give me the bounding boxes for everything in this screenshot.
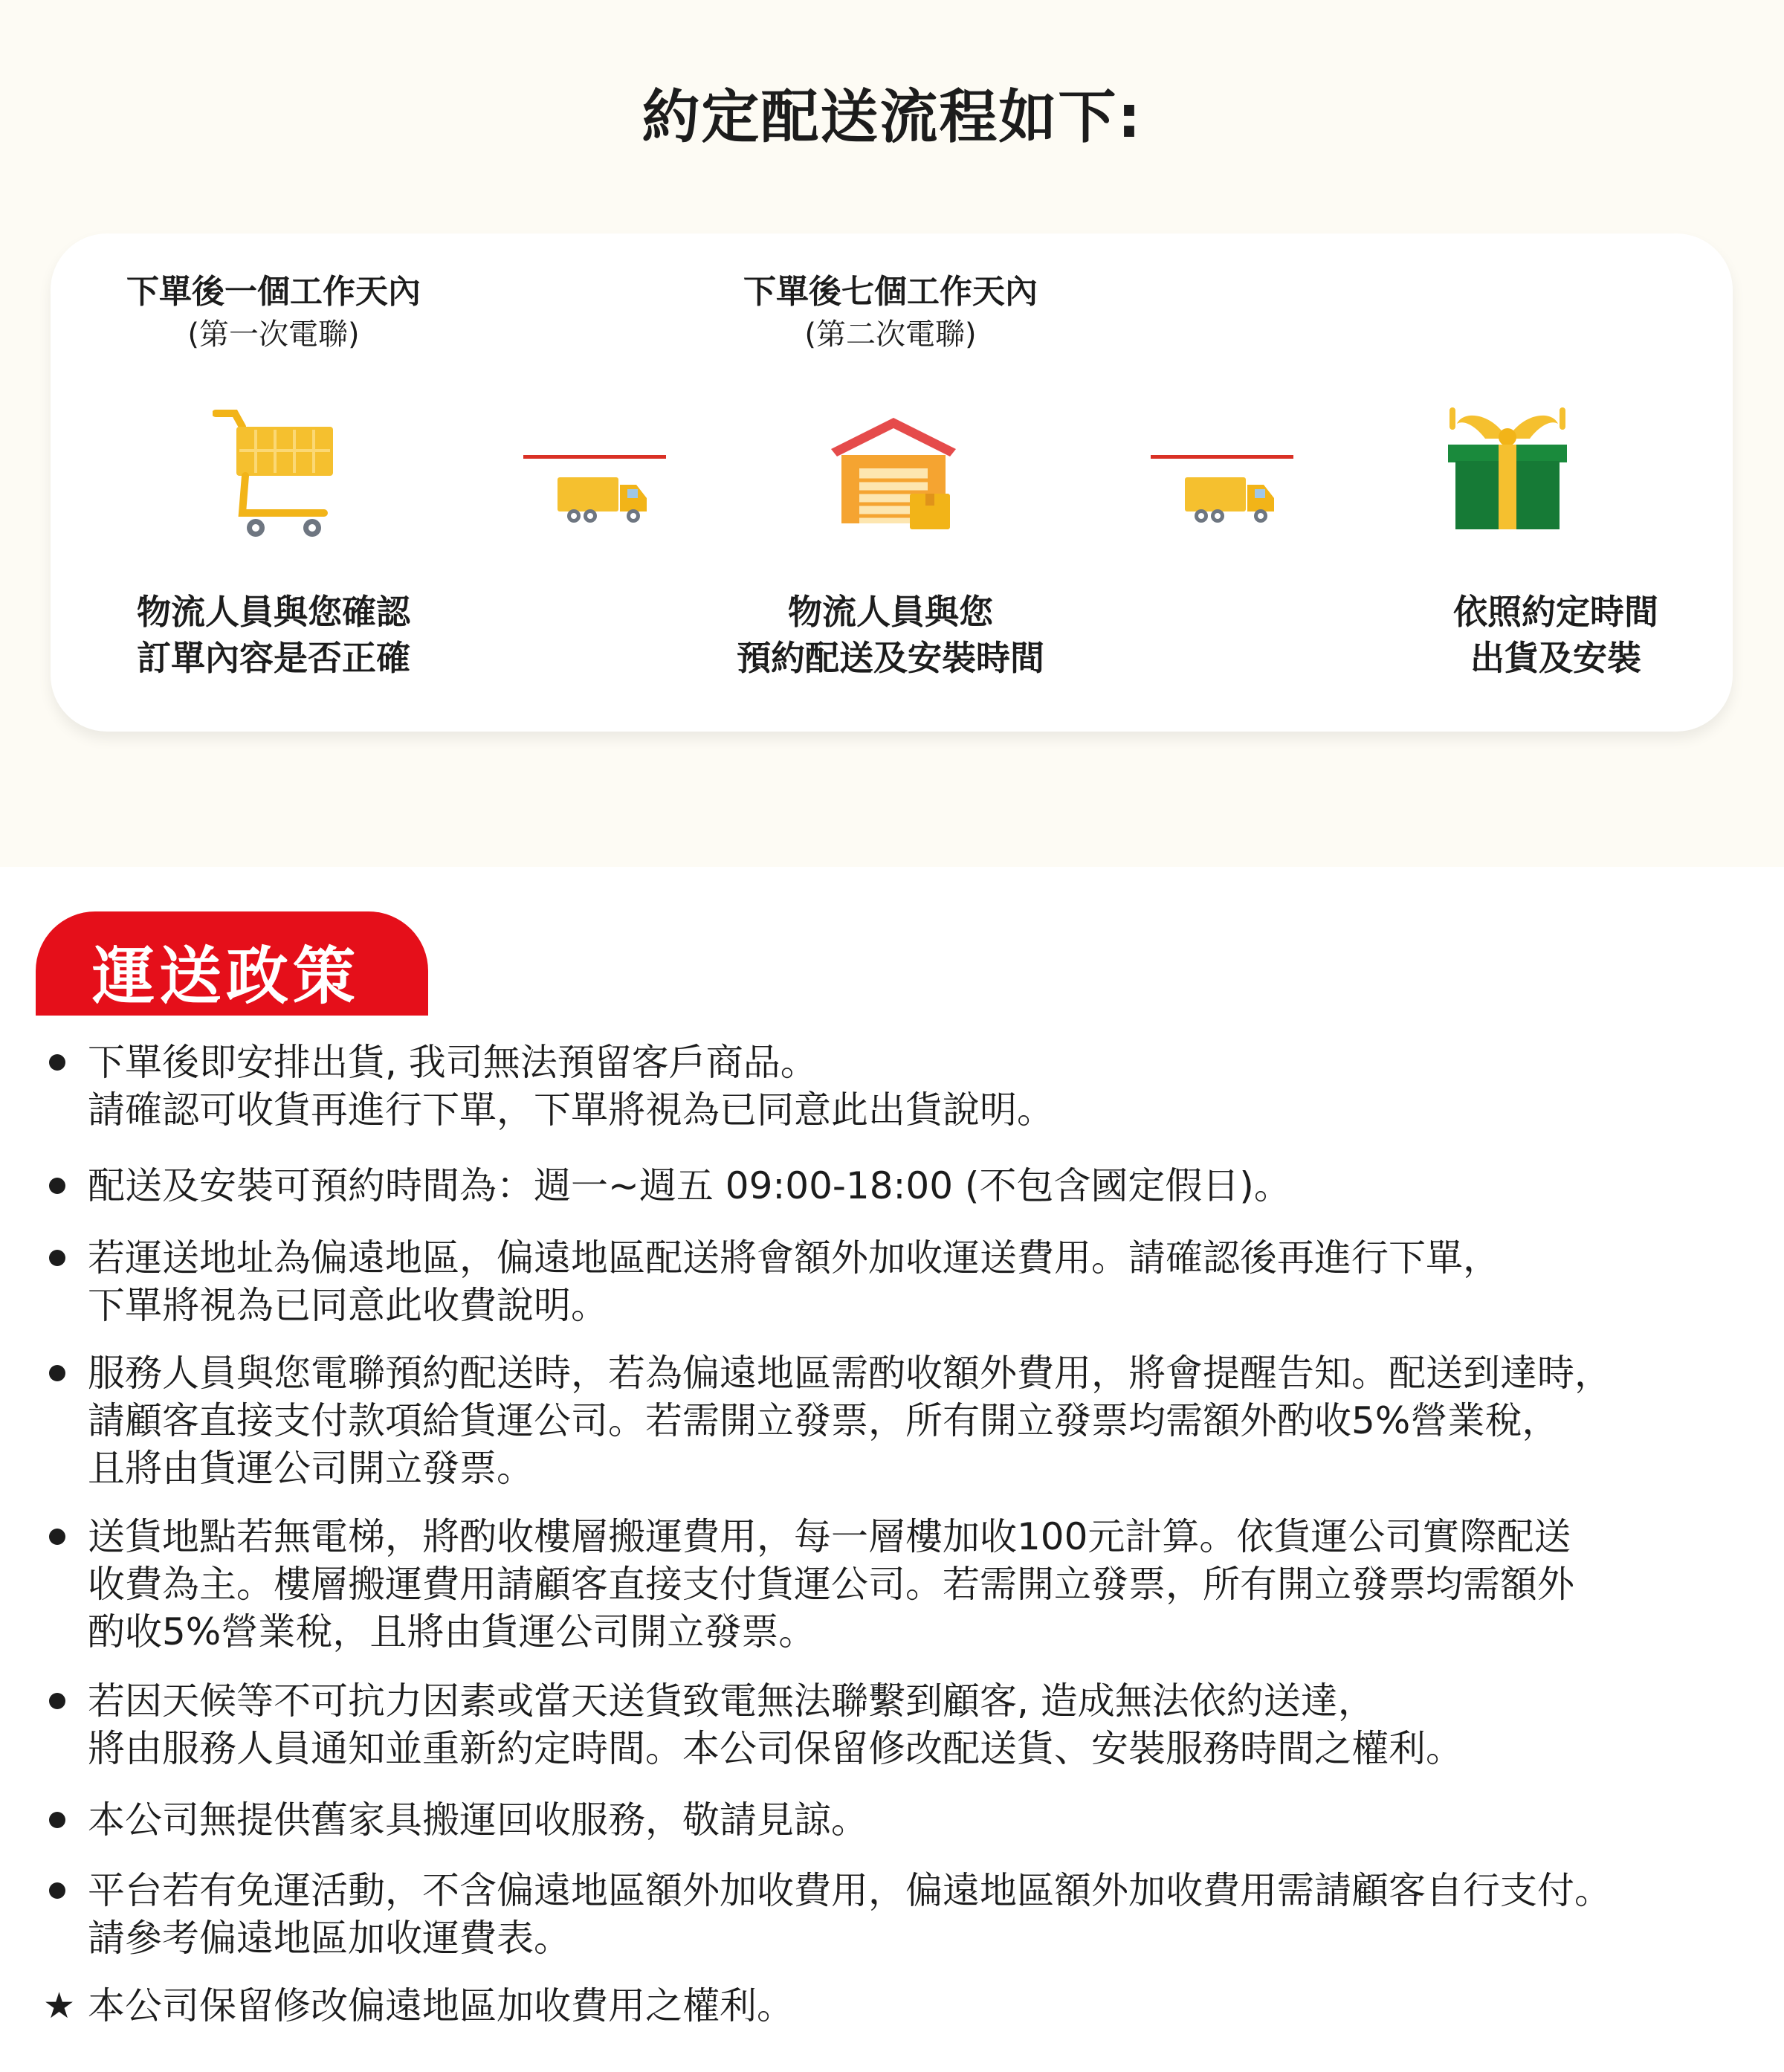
gift-box-icon — [1447, 407, 1568, 531]
policy-line: 送貨地點若無電梯，將酌收樓層搬運費用，每一層樓加收100元計算。依貨運公司實際配送 — [88, 1515, 1571, 1558]
step-desc-line: 依照約定時間 — [1453, 592, 1658, 632]
policy-line: 平台若有免運活動，不含偏遠地區額外加收費用，偏遠地區額外加收費用需請顧客自行支付。 — [88, 1869, 1612, 1912]
policy-line: 下單後即安排出貨, 我司無法預留客戶商品。 — [88, 1041, 818, 1084]
policy-item — [88, 1162, 1291, 1210]
policy-item — [88, 1039, 1054, 1134]
bullet-dot-icon — [49, 1882, 65, 1899]
bullet-dot-icon — [49, 1250, 65, 1266]
step-heading: 下單後一個工作天內 — [126, 273, 421, 311]
policy-item — [88, 1513, 1574, 1656]
step-3-description — [1333, 589, 1779, 681]
policy-line: 收費為主。樓層搬運費用請顧客直接支付貨運公司。若需開立發票，所有開立發票均需額外 — [88, 1563, 1574, 1606]
policy-item — [88, 1796, 868, 1844]
step-subheading: (第二次電聯) — [804, 317, 977, 352]
policy-item — [88, 1677, 1463, 1772]
step-desc-line: 物流人員與您確認 — [137, 592, 410, 632]
policy-line: 請參考偏遠地區加收運費表。 — [88, 1917, 571, 1960]
warehouse-icon — [828, 413, 959, 532]
bullet-dot-icon — [49, 1693, 65, 1709]
step-2-header — [668, 271, 1114, 355]
policy-line: 本公司無提供舊家具搬運回收服務，敬請見諒。 — [88, 1798, 868, 1842]
policy-line: 請顧客直接支付款項給貨運公司。若需開立發票，所有開立發票均需額外酌收5%營業稅， — [88, 1399, 1560, 1442]
bullet-dot-icon — [49, 1178, 65, 1194]
step-desc-line: 出貨及安裝 — [1470, 638, 1641, 678]
flow-section — [0, 0, 1784, 867]
delivery-truck-icon — [556, 474, 648, 525]
policy-tab — [36, 911, 428, 1016]
flow-card — [51, 233, 1733, 732]
step-desc-line: 預約配送及安裝時間 — [737, 638, 1044, 678]
step-1-description — [51, 589, 497, 681]
policy-line: 將由服務人員通知並重新約定時間。本公司保留修改配送貨、安裝服務時間之權利。 — [88, 1727, 1463, 1770]
policy-line: 若運送地址為偏遠地區，偏遠地區配送將會額外加收運送費用。請確認後再進行下單， — [88, 1236, 1500, 1279]
connector-line — [523, 455, 666, 459]
connector-line — [1151, 455, 1293, 459]
policy-line: 下單將視為已同意此收費說明。 — [88, 1284, 608, 1327]
policy-item — [88, 1234, 1500, 1329]
step-subheading: (第一次電聯) — [187, 317, 360, 352]
step-desc-line: 訂單內容是否正確 — [137, 638, 410, 678]
policy-line: 若因天候等不可抗力因素或當天送貨致電無法聯繫到顧客, 造成無法依約送達， — [88, 1679, 1375, 1723]
page-title: 約定配送流程如下: — [641, 84, 1143, 151]
bullet-dot-icon — [49, 1054, 65, 1071]
policy-tab-label: 運送政策 — [92, 940, 361, 1013]
delivery-truck-icon — [1183, 474, 1276, 525]
policy-line: 服務人員與您電聯預約配送時，若為偏遠地區需酌收額外費用，將會提醒告知。配送到達時， — [88, 1352, 1612, 1395]
step-1-header — [51, 271, 497, 355]
bullet-dot-icon — [49, 1365, 65, 1381]
star-note: 本公司保留修改偏遠地區加收費用之權利。 — [88, 1984, 794, 2027]
step-desc-line: 物流人員與您 — [788, 592, 993, 632]
policy-line: 請確認可收貨再進行下單，下單將視為已同意此出貨說明。 — [88, 1088, 1054, 1132]
bullet-dot-icon — [49, 1812, 65, 1828]
step-heading: 下單後七個工作天內 — [743, 273, 1038, 311]
step-2-description — [668, 589, 1114, 681]
policy-line: 配送及安裝可預約時間為：週一~週五 09:00-18:00 (不包含國定假日)。 — [88, 1164, 1291, 1207]
shopping-cart-icon — [213, 409, 339, 541]
policy-item — [88, 1867, 1612, 1962]
policy-line: 酌收5%營業稅，且將由貨運公司開立發票。 — [88, 1610, 816, 1653]
policy-item — [88, 1349, 1612, 1492]
star-icon: ★ — [43, 1985, 76, 2027]
policy-line: 且將由貨運公司開立發票。 — [88, 1447, 534, 1490]
bullet-dot-icon — [49, 1529, 65, 1545]
